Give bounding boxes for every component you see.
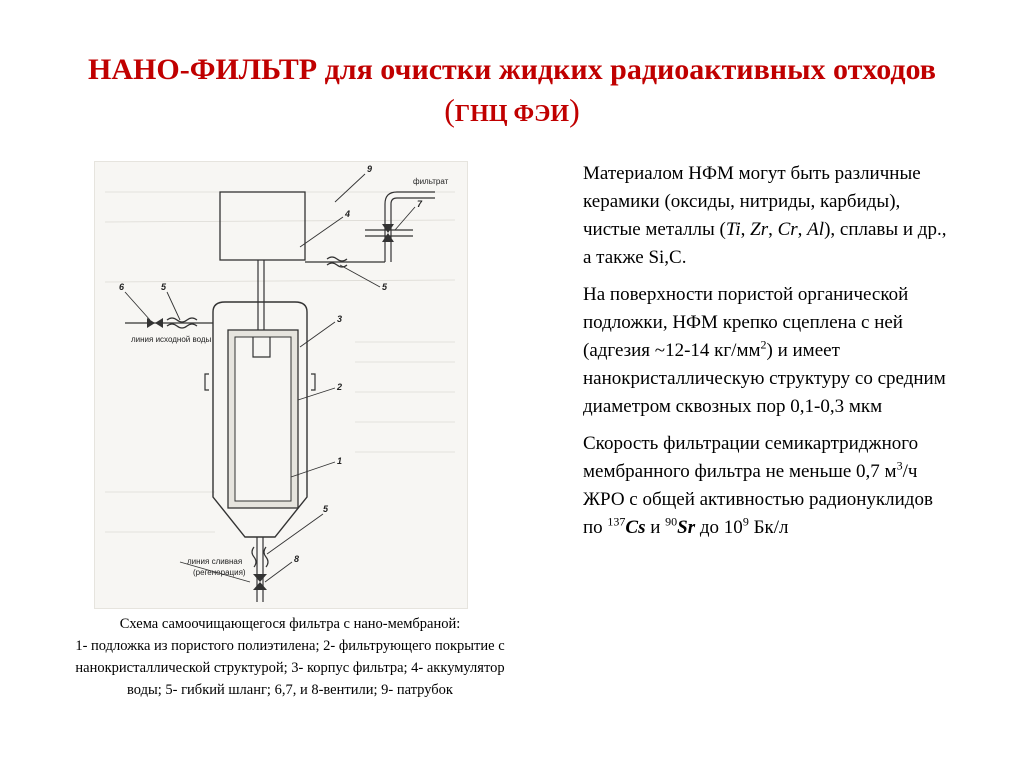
p3-text-4: до 10 — [695, 517, 743, 538]
hose-drain-icon — [252, 547, 256, 567]
p3-sup-9: 9 — [742, 514, 749, 529]
label-5-inlet: 5 — [161, 282, 167, 292]
title-purpose: для очистки жидких радиоактивных отходов — [317, 53, 936, 86]
p3-text-1: Скорость фильтрации семикартриджного мембранного фильтра не меньше 0,7 м — [583, 433, 919, 482]
label-7: 7 — [417, 199, 423, 209]
title-paren-close: ) — [569, 92, 580, 128]
label-3: 3 — [337, 314, 343, 324]
element-zr: Zr — [750, 219, 769, 240]
element-cr: Cr — [777, 219, 798, 240]
filter-schematic — [94, 161, 468, 609]
caption-title: Схема самоочищающегося фильтра с нано-мембраной: — [119, 616, 461, 632]
valve-7-icon — [382, 224, 394, 233]
label-5-drain: 5 — [323, 504, 329, 514]
p3-text-2: /ч ЖРО с общей активностью радионуклидов по — [583, 461, 933, 538]
p2-text-1: На поверхности пористой органической подложки, НФМ крепко сцеплена с ней (адгезия ~12-14 кг/мм — [583, 284, 909, 361]
p3-text-3: и — [645, 517, 666, 538]
label-5-top: 5 — [382, 282, 388, 292]
valve-8-icon — [253, 574, 267, 582]
label-filtrate: фильтрат — [413, 177, 449, 186]
element-cs: Cs — [625, 517, 646, 538]
element-ti: Ti — [725, 219, 741, 240]
p3-text-5: Бк/л — [748, 517, 789, 538]
paragraph-filtration-rate — [583, 430, 948, 542]
title-organization: ГНЦ ФЭИ — [454, 101, 570, 127]
description — [583, 160, 948, 551]
caption-legend: 1- подложка из пористого полиэтилена; 2- фильтрующего покрытие с нанокристаллической структурой; 3- корпус фильтра; 4- аккумулятор воды; 5- гибкий шланг; 6,7, и 8-вентили; 9- патрубок — [75, 638, 505, 698]
label-6: 6 — [119, 282, 125, 292]
p3-sup-137: 137 — [607, 514, 626, 529]
paragraph-materials — [583, 160, 948, 272]
label-9: 9 — [367, 164, 373, 174]
title-product: НАНО-ФИЛЬТР — [88, 53, 318, 86]
label-inlet-line: линия исходной воды — [131, 335, 212, 344]
p3-sup-cubic: 3 — [896, 458, 903, 473]
element-sr: Sr — [677, 517, 696, 538]
p1-text-1: Материалом НФМ могут быть различные керамики (оксиды, нитриды, карбиды), чистые металлы ( — [583, 163, 921, 240]
p2-text-2: ) и имеет нанокристаллическую структуру со средним диаметром сквозных пор 0,1-0,3 мкм — [583, 340, 946, 417]
p3-sup-90: 90 — [665, 514, 678, 529]
label-1: 1 — [337, 456, 343, 466]
element-al: Al — [807, 219, 825, 240]
water-accumulator — [220, 192, 305, 260]
hose-outlet-icon — [327, 257, 347, 261]
label-4: 4 — [345, 209, 351, 219]
porous-substrate — [235, 337, 291, 501]
p1-text-2: ), сплавы и др., а также Si,C. — [583, 219, 947, 268]
label-2: 2 — [337, 382, 343, 392]
slide-title — [0, 50, 1024, 134]
title-paren-open: ( — [444, 92, 455, 128]
p1-comma-1: , — [740, 219, 751, 240]
label-regeneration: (регенерация) — [193, 568, 246, 577]
p2-superscript: 2 — [760, 337, 767, 352]
p1-comma-2: , — [768, 219, 778, 240]
paragraph-adhesion — [583, 281, 948, 421]
figure-caption — [70, 613, 510, 701]
schematic-drawing — [95, 162, 467, 608]
label-drain-line: линия сливная — [187, 557, 243, 566]
hose-inlet-icon — [167, 318, 197, 322]
valve-6-icon — [147, 318, 155, 328]
label-8: 8 — [294, 554, 300, 564]
p1-comma-3: , — [797, 219, 808, 240]
